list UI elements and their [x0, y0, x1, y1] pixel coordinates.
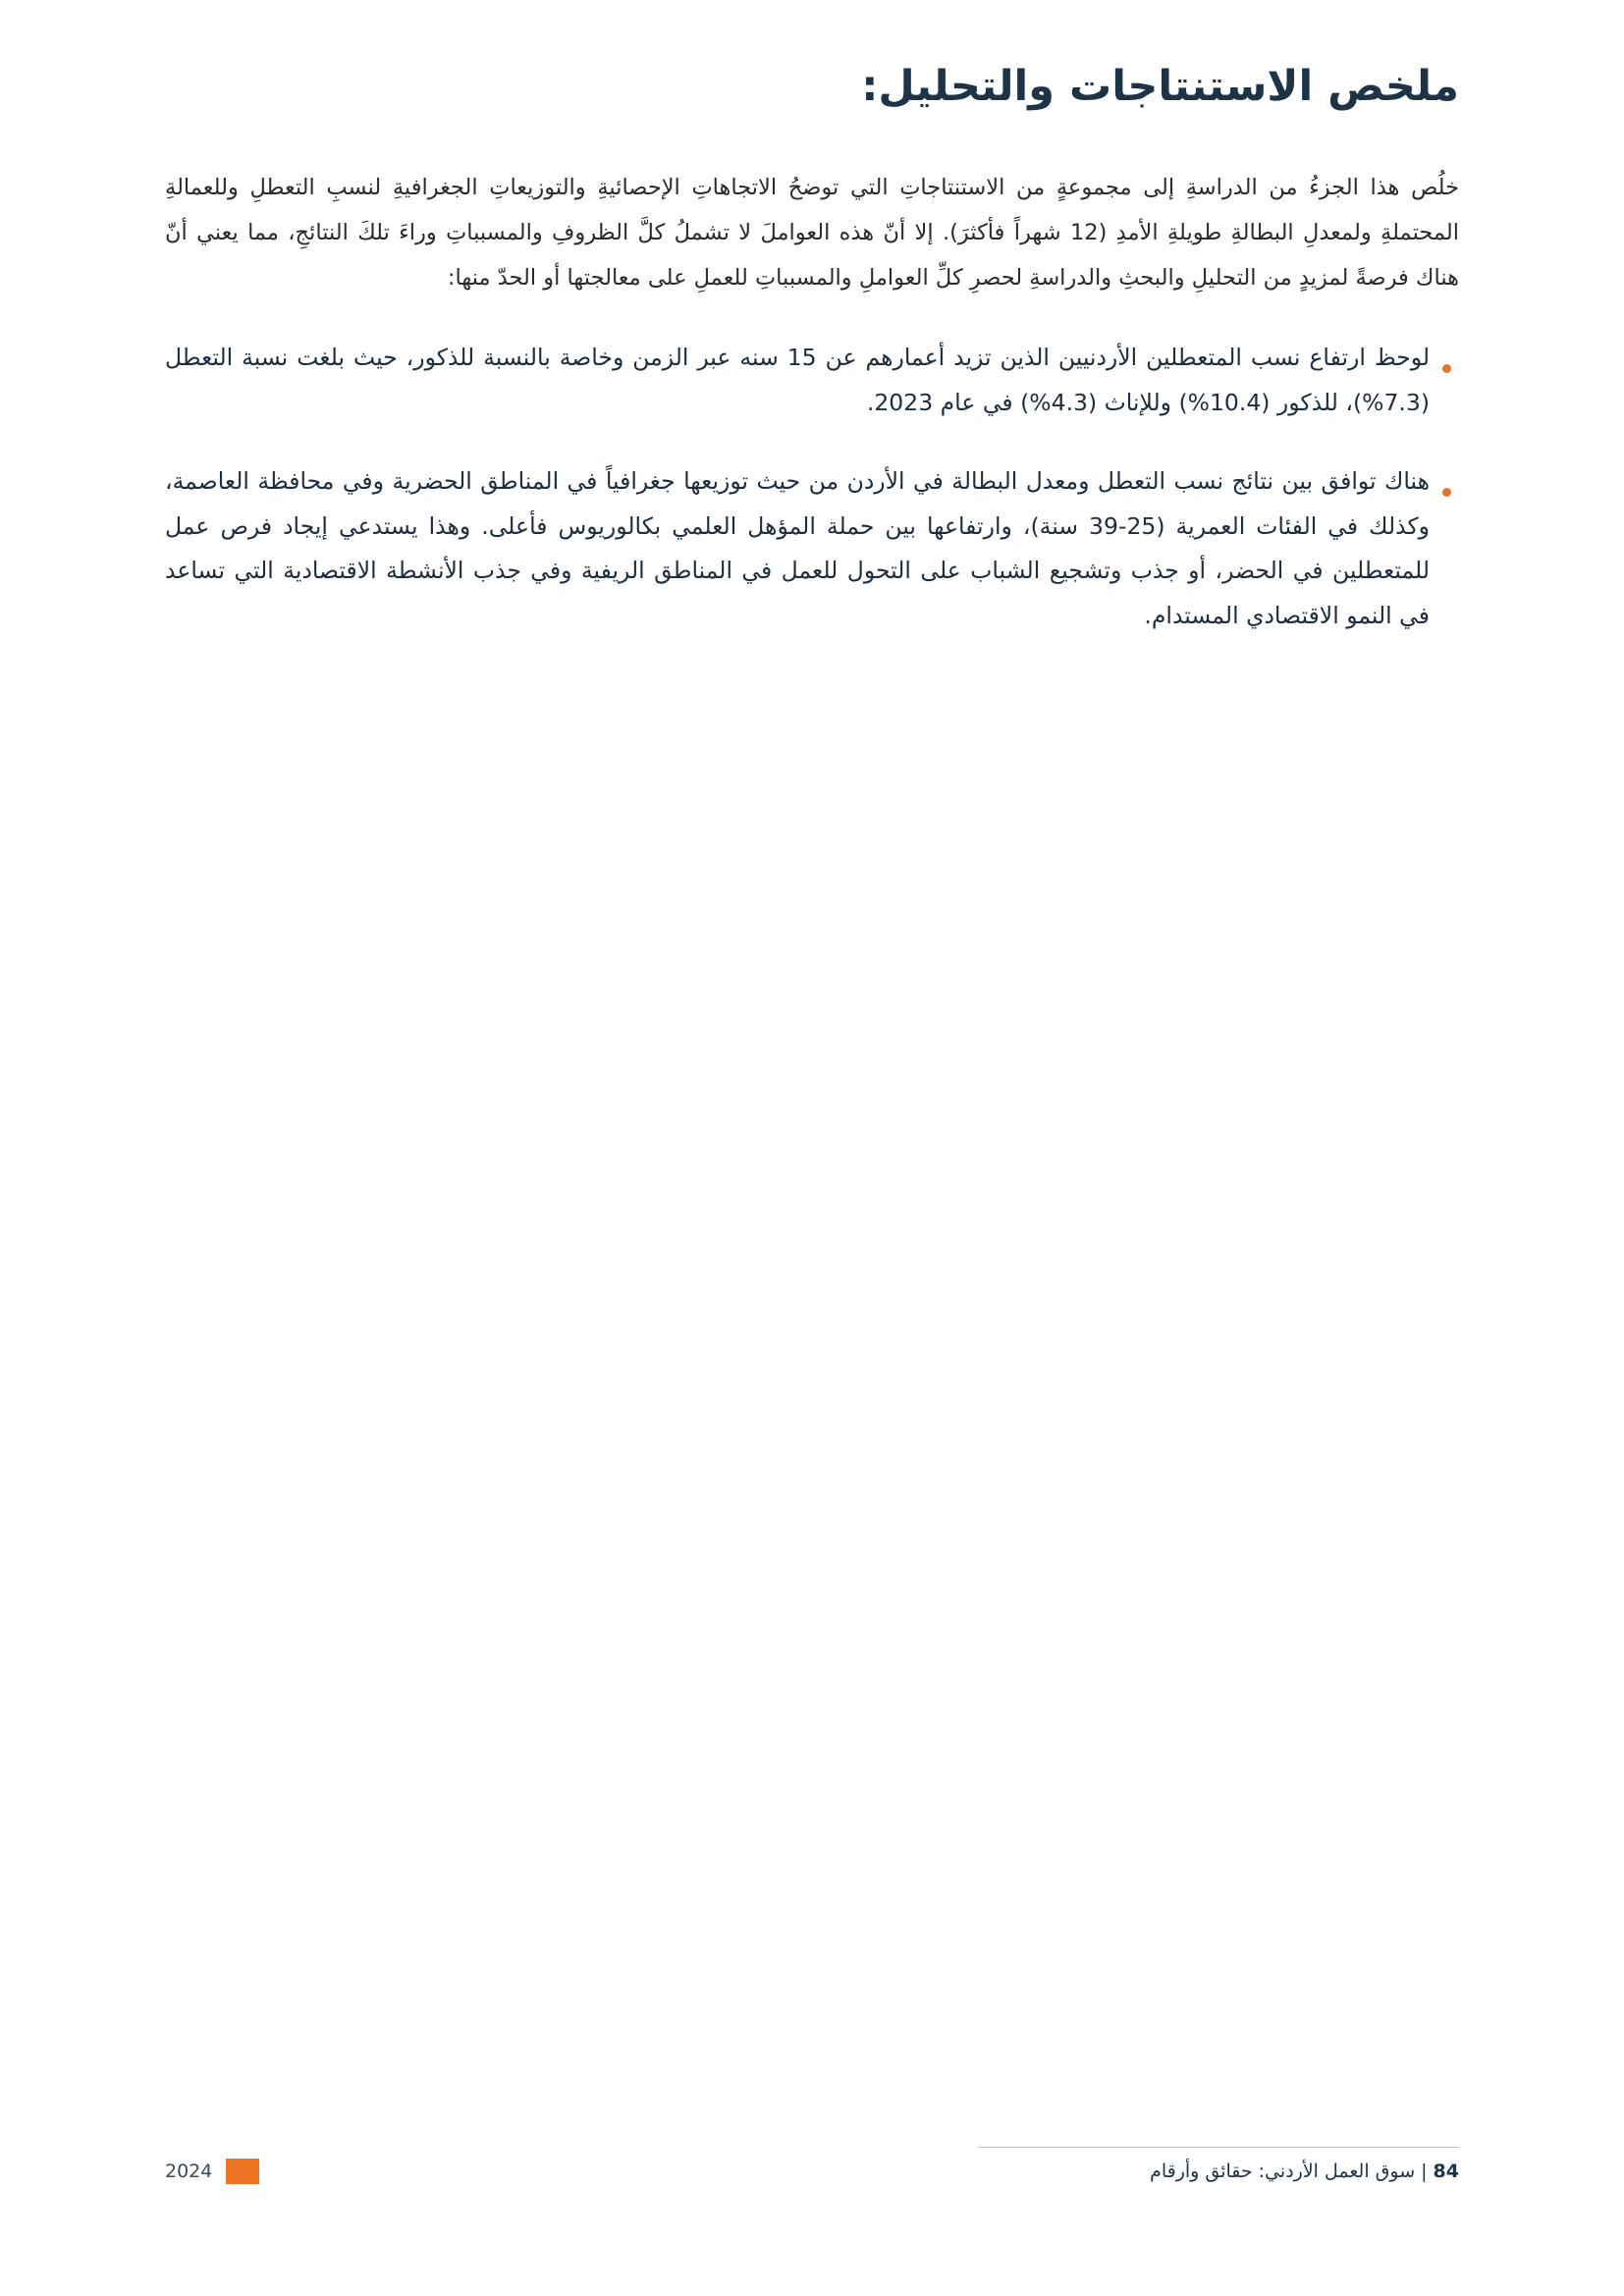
intro-paragraph: خلُص هذا الجزءُ من الدراسةِ إلى مجموعةٍ من الاستنتاجاتِ التي توضحُ الاتجاهاتِ الإحصائيةِ والتوزيعاتِ الجغرافيةِ لنسبِ التعطلِ وللعمالةِ المحتملةِ ولمعدلِ البطالةِ طويلةِ الأمدِ (12 شهراً فأكثرَ). إلا أنّ هذه العواملَ لا تشملُ كلَّ الظروفِ والمسبباتِ وراءَ تلكَ النتائجِ، مما يعني أنّ هناك فرصةً لمزيدٍ من التحليلِ والبحثِ والدراسةِ لحصرِ كلِّ العواملِ والمسبباتِ للعملِ على معالجتها أو الحدّ منها: — [165, 174, 1459, 291]
footer-divider — [978, 2147, 1459, 2148]
conclusions-list — [165, 336, 1459, 639]
footer-separator: | — [1421, 2161, 1428, 2182]
footer-year: 2024 — [165, 2161, 213, 2182]
page-content — [165, 61, 1459, 672]
footer-source — [1150, 2161, 1459, 2182]
page-title: ملخص الاستنتاجات والتحليل: — [861, 62, 1459, 111]
footer-source-label: سوق العمل الأردني: حقائق وأرقام — [1150, 2161, 1416, 2182]
list-item — [165, 336, 1459, 426]
brand-mark-icon — [226, 2159, 259, 2184]
footer-year-block — [165, 2159, 259, 2184]
bullet-dot-icon — [1434, 336, 1459, 378]
bullet-dot-icon — [1434, 459, 1459, 502]
page-footer — [165, 2147, 1459, 2206]
footer-page-number: 84 — [1433, 2161, 1459, 2182]
list-item-text: هناك توافق بين نتائج نسب التعطل ومعدل البطالة في الأردن من حيث توزيعها جغرافياً في المناطق الحضرية وفي محافظة العاصمة، وكذلك في الفئات العمرية (25-39 سنة)، وارتفاعها بين حملة المؤهل العلمي بكالوريوس فأعلى. وهذا يستدعي إيجاد فرص عمل للمتعطلين في الحضر، أو جذب وتشجيع الشباب على التحول للعمل في المناطق الريفية وفي جذب الأنشطة الاقتصادية التي تساعد في النمو الاقتصادي المستدام. — [165, 466, 1430, 630]
list-item — [165, 459, 1459, 639]
list-item-text: لوحظ ارتفاع نسب المتعطلين الأردنيين الذين تزيد أعمارهم عن 15 سنه عبر الزمن وخاصة بالنسبة للذكور، حيث بلغت نسبة التعطل (7.3%)، للذكور (10.4%) وللإناث (4.3%) في عام 2023. — [165, 344, 1430, 416]
